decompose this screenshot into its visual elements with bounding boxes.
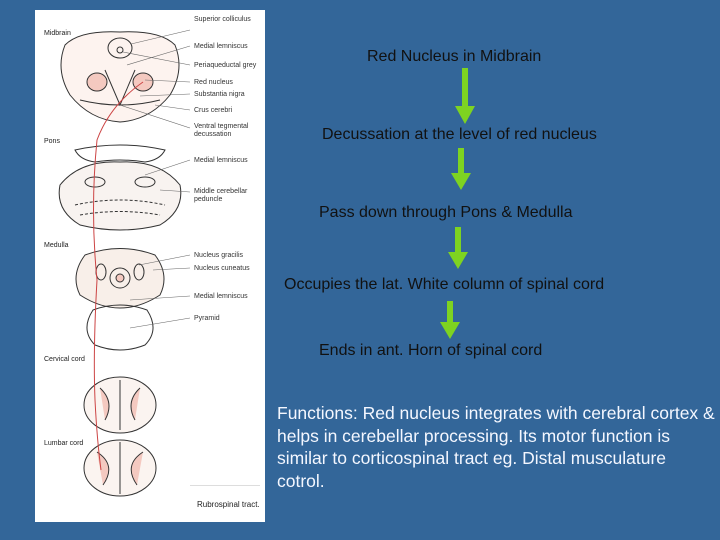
flow-arrow-1 [455,68,475,126]
flow-step-5: Ends in ant. Horn of spinal cord [319,342,543,359]
functions-paragraph: Functions: Red nucleus integrates with cerebral cortex & helps in cerebellar processing. Its motor function is similar to corticospinal tract eg. Distal musculature cotrol. [277,403,715,491]
label-nucleus-gracilis: Nucleus gracilis [194,252,244,259]
region-label-medulla: Medulla [44,242,69,249]
flow-step-2: Decussation at the level of red nucleus [322,126,597,143]
figure-caption: Rubrospinal tract. [197,500,260,509]
flow-arrow-3 [448,227,468,271]
label-periaqueductal-grey: Periaqueductal grey [194,62,257,69]
label-ventral-tegmental-decussation: Ventral tegmental decussation [194,123,249,138]
label-superior-colliculus: Superior colliculus [194,16,251,23]
region-label-pons: Pons [44,138,60,145]
label-medial-lemniscus-pons: Medial lemniscus [194,157,248,164]
label-medial-lemniscus-medulla: Medial lemniscus [194,293,248,300]
label-crus-cerebri: Crus cerebri [194,107,233,114]
region-label-cervical-cord: Cervical cord [44,356,85,363]
region-label-midbrain: Midbrain [44,30,71,37]
pons-section [59,145,181,230]
midbrain-section [61,32,179,122]
flow-arrow-4 [440,301,460,341]
flow-step-3: Pass down through Pons & Medulla [319,204,573,221]
flow-step-4: Occupies the lat. White column of spinal cord [284,276,605,293]
label-medial-lemniscus-midbrain: Medial lemniscus [194,43,248,50]
lumbar-cord-section [84,440,156,496]
rubrospinal-figure [35,10,265,522]
medulla-section [76,249,164,351]
label-nucleus-cuneatus: Nucleus cuneatus [194,265,250,272]
flow-arrow-2 [451,148,471,192]
label-pyramid: Pyramid [194,315,220,322]
region-label-lumbar-cord: Lumbar cord [44,440,84,447]
label-middle-cerebellar-peduncle: Middle cerebellar peduncle [194,188,248,203]
label-substantia-nigra: Substantia nigra [194,91,245,98]
label-red-nucleus: Red nucleus [194,79,233,86]
flow-step-1: Red Nucleus in Midbrain [367,48,542,65]
